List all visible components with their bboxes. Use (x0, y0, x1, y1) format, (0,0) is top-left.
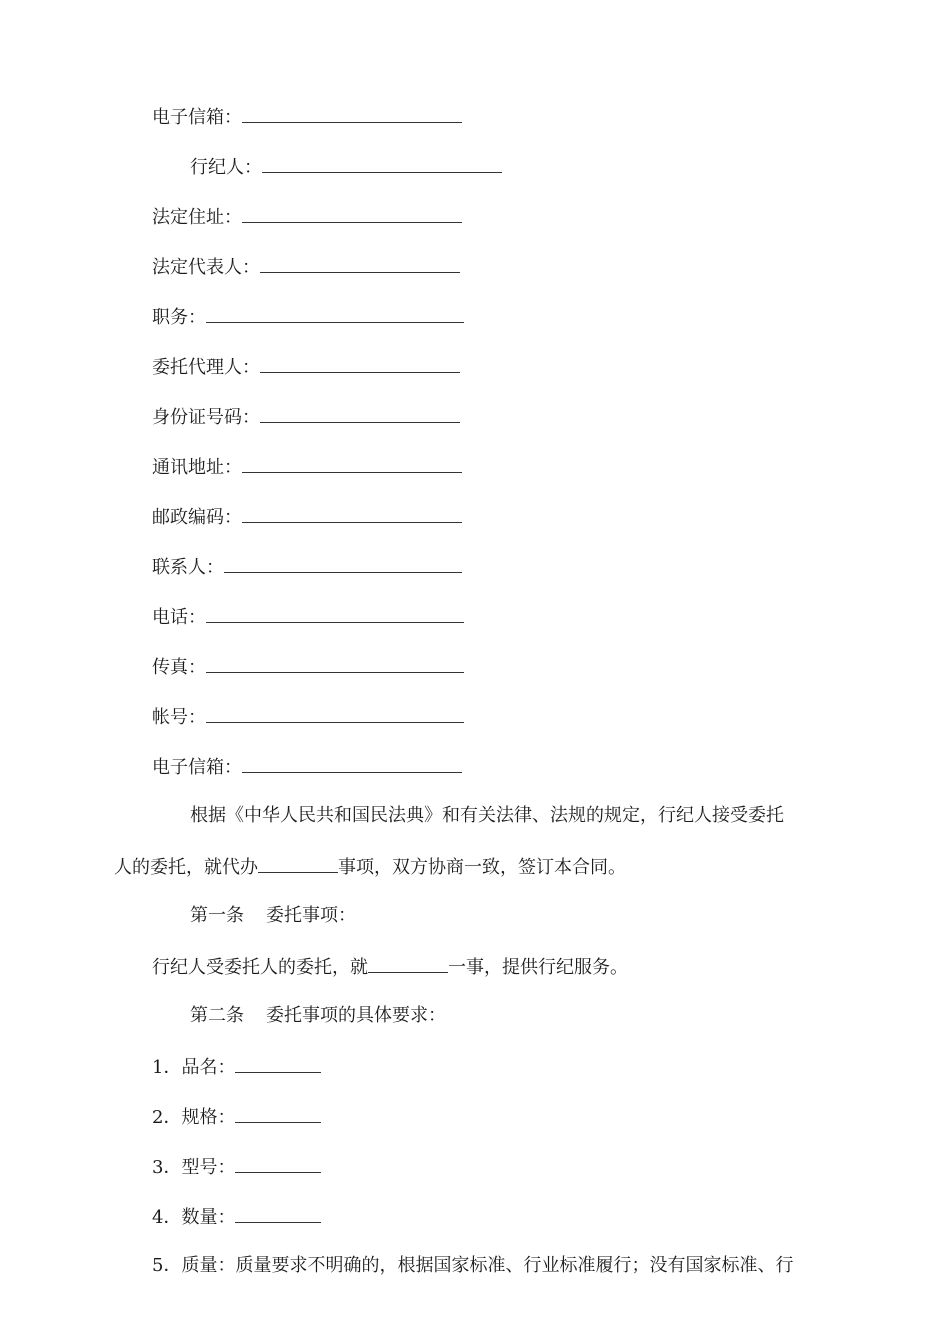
field-label: 电子信箱： (152, 757, 242, 778)
field-account (152, 704, 464, 728)
preamble-text: 事项，双方协商一致，签订本合同。 (338, 857, 626, 878)
field-label: 身份证号码： (152, 407, 260, 428)
fill-blank[interactable] (260, 354, 460, 373)
field-label: 行纪人： (190, 157, 262, 178)
fill-blank[interactable] (368, 954, 448, 973)
item-quantity (152, 1204, 321, 1228)
fill-blank[interactable] (206, 604, 464, 623)
fill-blank[interactable] (235, 1204, 321, 1223)
fill-blank[interactable] (260, 404, 460, 423)
item-spec (152, 1104, 321, 1128)
fill-blank[interactable] (242, 104, 462, 123)
field-legal-address (152, 204, 462, 228)
preamble-text: 人的委托，就代办 (114, 857, 258, 878)
fill-blank[interactable] (260, 254, 460, 273)
fill-blank[interactable] (206, 654, 464, 673)
article-1-heading (190, 904, 356, 928)
field-label: 法定住址： (152, 207, 242, 228)
field-label: 传真： (152, 657, 206, 678)
field-label: 帐号： (152, 707, 206, 728)
field-phone (152, 604, 464, 628)
article-1-body (152, 954, 628, 978)
field-label: 委托代理人： (152, 357, 260, 378)
preamble-line-1: 根据《中华人民共和国民法典》和有关法律、法规的规定，行纪人接受委托 (190, 805, 784, 826)
fill-blank[interactable] (235, 1104, 321, 1123)
field-id-number (152, 404, 460, 428)
fill-blank[interactable] (224, 554, 462, 573)
field-email-2 (152, 754, 462, 778)
field-mail-address (152, 454, 462, 478)
article-text: 行纪人受委托人的委托，就 (152, 957, 368, 978)
field-label: 电话： (152, 607, 206, 628)
fill-blank[interactable] (262, 154, 502, 173)
article-2-heading (190, 1004, 446, 1028)
fill-blank[interactable] (242, 454, 462, 473)
fill-blank[interactable] (242, 504, 462, 523)
field-postcode (152, 504, 462, 528)
item-model (152, 1154, 321, 1178)
item-label: 3．型号： (152, 1157, 236, 1178)
preamble-line-2 (114, 854, 626, 878)
field-fax (152, 654, 464, 678)
item-label: 2．规格： (152, 1107, 236, 1128)
field-label: 电子信箱： (152, 107, 242, 128)
fill-blank[interactable] (235, 1154, 321, 1173)
field-label: 通讯地址： (152, 457, 242, 478)
fill-blank[interactable] (258, 854, 338, 873)
fill-blank[interactable] (235, 1054, 321, 1073)
field-label: 职务： (152, 307, 206, 328)
field-label: 联系人： (152, 557, 224, 578)
field-contact (152, 554, 462, 578)
article-text: 一事，提供行纪服务。 (448, 957, 628, 978)
item-quality: 5．质量：质量要求不明确的，根据国家标准、行业标准履行；没有国家标准、行 (152, 1255, 794, 1276)
field-legal-rep (152, 254, 460, 278)
field-position (152, 304, 464, 328)
field-email-1 (152, 104, 462, 128)
article-title: 委托事项： (266, 905, 356, 926)
article-title: 委托事项的具体要求： (266, 1005, 446, 1026)
item-label: 4．数量： (152, 1207, 236, 1228)
field-label: 法定代表人： (152, 257, 260, 278)
field-broker (190, 154, 502, 178)
item-label: 1．品名： (152, 1057, 236, 1078)
fill-blank[interactable] (206, 304, 464, 323)
field-agent (152, 354, 460, 378)
fill-blank[interactable] (206, 704, 464, 723)
field-label: 邮政编码： (152, 507, 242, 528)
item-product-name (152, 1054, 321, 1078)
article-number: 第二条 (190, 1005, 244, 1026)
fill-blank[interactable] (242, 754, 462, 773)
fill-blank[interactable] (242, 204, 462, 223)
article-number: 第一条 (190, 905, 244, 926)
